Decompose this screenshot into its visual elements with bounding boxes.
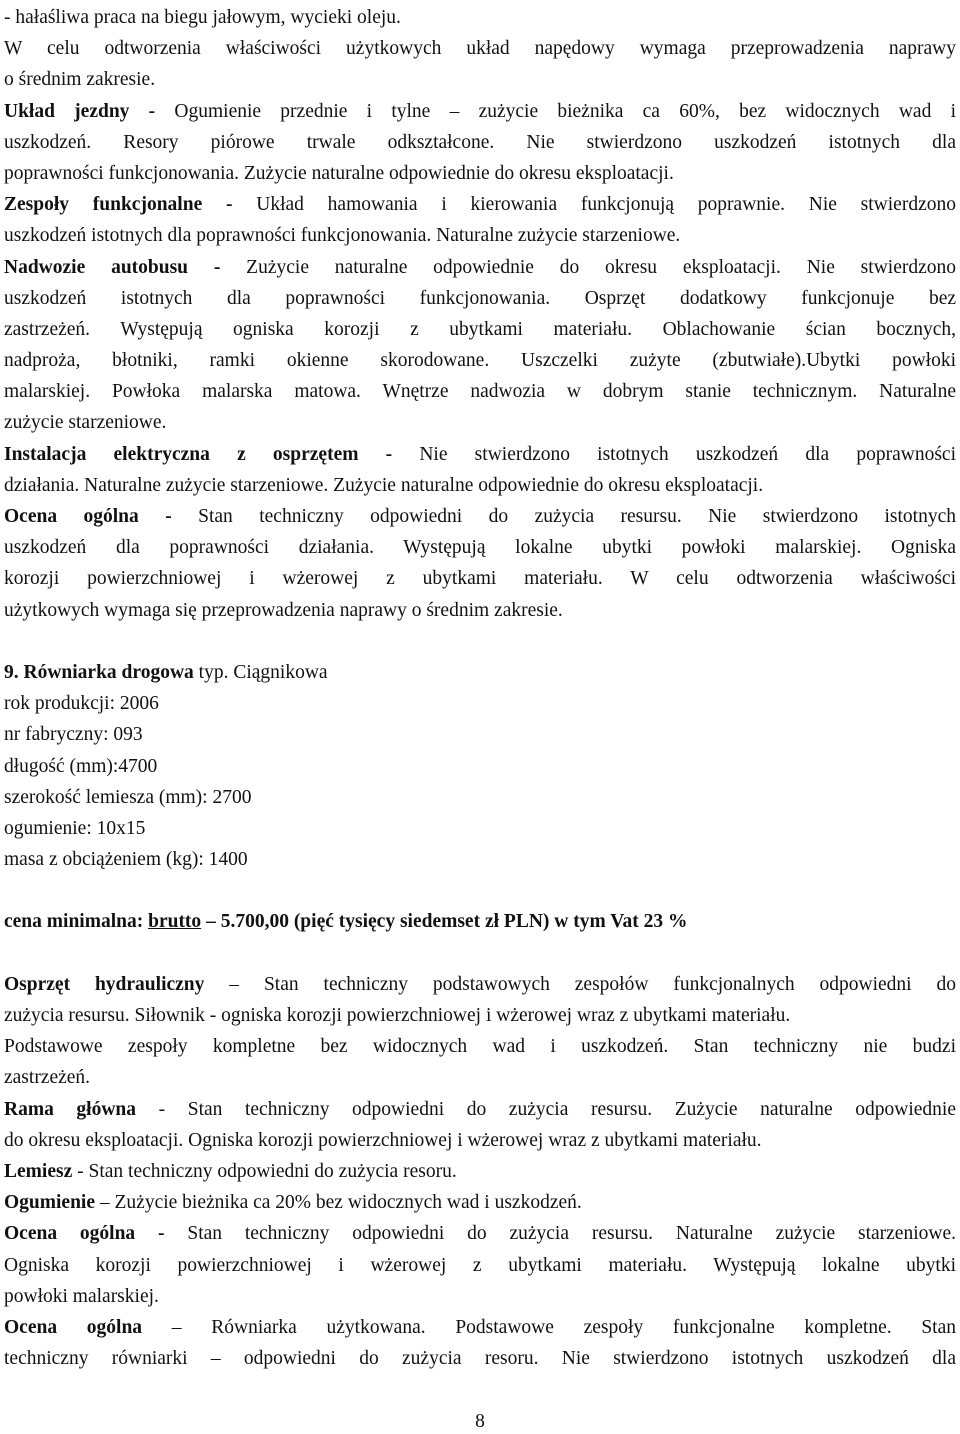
text-line: malarskiej. Powłoka malarska matowa. Wnętrze nadwozia w dobrym stanie technicznym. Naturalne	[4, 381, 956, 403]
minimum-price	[4, 906, 956, 937]
text-line: nadproża, błotniki, ramki okienne skorodowane. Uszczelki zużyte (zbutwiałe).Ubytki powłoki	[4, 350, 956, 372]
item-heading	[4, 657, 956, 688]
text-line: zużycie starzeniowe.	[4, 412, 167, 434]
text-line: korozji powierzchniowej i wżerowej z ubytkami materiału. W celu odtworzenia właściwości	[4, 568, 956, 590]
undercarriage-label: Układ jezdny -	[4, 100, 156, 122]
price-label: cena minimalna:	[4, 911, 149, 933]
functional-units-text: Układ hamowania i kierowania funkcjonują poprawnie. Nie stwierdzono	[232, 194, 956, 216]
blade-paragraph	[4, 1156, 956, 1187]
hydraulics-text: – Stan techniczny podstawowych zespołów funkcjonalnych odpowiedni do	[204, 973, 956, 995]
price-value: – 5.700,00 (pięć tysięcy siedemset zł PLN) w tym Vat 23 %	[201, 911, 688, 933]
text-line: zużycia resursu. Siłownik - ogniska korozji powierzchniowej i wżerowej wraz z ubytkami materiału.	[4, 1005, 791, 1026]
main-frame-text: - Stan techniczny odpowiedni do zużycia resursu. Zużycie naturalne odpowiednie	[136, 1098, 956, 1120]
tyres-paragraph	[4, 1187, 956, 1218]
text-line: do okresu eksploatacji. Ogniska korozji powierzchniowej i wżerowej wraz z ubytkami materiału.	[4, 1129, 762, 1151]
overall-rating-paragraph	[4, 501, 956, 532]
text-line: o średnim zakresie.	[4, 69, 156, 91]
main-frame-paragraph	[4, 1094, 956, 1125]
price-brutto: brutto	[148, 911, 202, 933]
text-line: uszkodzeń dla poprawności działania. Występują lokalne ubytki powłoki malarskiej. Ogniska	[4, 537, 956, 559]
text-line: zastrzeżeń.	[4, 1067, 91, 1089]
text-line: Podstawowe zespoły kompletne bez widocznych wad i uszkodzeń. Stan techniczny nie budzi	[4, 1036, 956, 1058]
overall-rating-label: Ocena ogólna -	[4, 506, 172, 527]
text-line: powłoki malarskiej.	[4, 1285, 159, 1307]
bus-body-paragraph	[4, 252, 956, 283]
final-rating-label: Ocena ogólna	[4, 1316, 143, 1338]
spacer	[4, 938, 956, 969]
functional-units-label: Zespoły funkcjonalne -	[4, 194, 233, 216]
electrical-text: Nie stwierdzono istotnych uszkodzeń dla poprawności	[392, 443, 956, 465]
tyres-text: – Zużycie bieżnika ca 20% bez widocznych wad i uszkodzeń.	[95, 1192, 582, 1214]
text-line: uszkodzeń istotnych dla poprawności funkcjonowania. Naturalne zużycie starzeniowe.	[4, 225, 681, 247]
functional-units-paragraph	[4, 189, 956, 220]
undercarriage-paragraph	[4, 96, 956, 127]
text-line: uszkodzeń istotnych dla poprawności funkcjonowania. Osprzęt dodatkowy funkcjonuje bez	[4, 287, 956, 309]
spec-line: nr fabryczny: 093	[4, 724, 143, 746]
spec-line: długość (mm):4700	[4, 755, 158, 777]
overall-rating-paragraph	[4, 1218, 956, 1249]
text-line: poprawności funkcjonowania. Zużycie naturalne odpowiednie do okresu eksploatacji.	[4, 162, 674, 184]
tyres-label: Ogumienie	[4, 1192, 95, 1214]
spacer	[4, 875, 956, 906]
hydraulics-paragraph	[4, 969, 956, 1000]
bus-body-label: Nadwozie autobusu -	[4, 256, 221, 278]
spec-line: rok produkcji: 2006	[4, 693, 159, 715]
electrical-paragraph	[4, 439, 956, 470]
page-number: 8	[475, 1411, 485, 1432]
hydraulics-label: Osprzęt hydrauliczny	[4, 973, 205, 995]
vehicle-assessment-section	[4, 2, 956, 626]
overall-rating-text: Stan techniczny odpowiedni do zużycia resursu. Nie stwierdzono istotnych	[171, 506, 956, 527]
overall-rating-text: Stan techniczny odpowiedni do zużycia resursu. Naturalne zużycie starzeniowe.	[164, 1223, 956, 1245]
blade-label: Lemiesz	[4, 1160, 73, 1182]
grader-assessment-section	[4, 969, 956, 1374]
final-rating-text: – Równiarka użytkowana. Podstawowe zespoły funkcjonalne kompletne. Stan	[142, 1316, 956, 1338]
item-heading-type: typ. Ciągnikowa	[193, 661, 328, 683]
item-heading-title: 9. Równiarka drogowa	[4, 661, 194, 683]
text-line: uszkodzeń. Resory piórowe trwale odkształcone. Nie stwierdzono uszkodzeń istotnych dla	[4, 131, 956, 153]
text-line: W celu odtworzenia właściwości użytkowych układ napędowy wymaga przeprowadzenia naprawy	[4, 38, 956, 60]
text-line: techniczny równiarki – odpowiedni do zużycia resoru. Nie stwierdzono istotnych uszkodzeń dla	[4, 1348, 956, 1370]
text-line: Ogniska korozji powierzchniowej i wżerowej z ubytkami materiału. Występują lokalne ubytki	[4, 1254, 956, 1276]
final-rating-paragraph	[4, 1312, 956, 1343]
text-line: zastrzeżeń. Występują ogniska korozji z ubytkami materiału. Oblachowanie ścian bocznych,	[4, 318, 956, 340]
spec-line: masa z obciążeniem (kg): 1400	[4, 849, 248, 871]
text-line: działania. Naturalne zużycie starzeniowe. Zużycie naturalne odpowiednie do okresu eksploatacji.	[4, 474, 764, 496]
bus-body-text: Zużycie naturalne odpowiednie do okresu eksploatacji. Nie stwierdzono	[220, 256, 956, 278]
overall-rating-label: Ocena ogólna -	[4, 1223, 165, 1245]
blade-text: - Stan techniczny odpowiedni do zużycia resoru.	[72, 1160, 457, 1182]
item-9-section	[4, 657, 956, 938]
main-frame-label: Rama główna	[4, 1098, 137, 1120]
text-line: użytkowych wymaga się przeprowadzenia naprawy o średnim zakresie.	[4, 599, 563, 621]
text-line: - hałaśliwa praca na biegu jałowym, wycieki oleju.	[4, 7, 401, 28]
spec-line: szerokość lemiesza (mm): 2700	[4, 786, 252, 808]
undercarriage-text: Ogumienie przednie i tylne – zużycie bieżnika ca 60%, bez widocznych wad i	[155, 100, 956, 122]
spacer	[4, 626, 956, 657]
spec-line: ogumienie: 10x15	[4, 817, 146, 839]
electrical-label: Instalacja elektryczna z osprzętem -	[4, 443, 393, 465]
